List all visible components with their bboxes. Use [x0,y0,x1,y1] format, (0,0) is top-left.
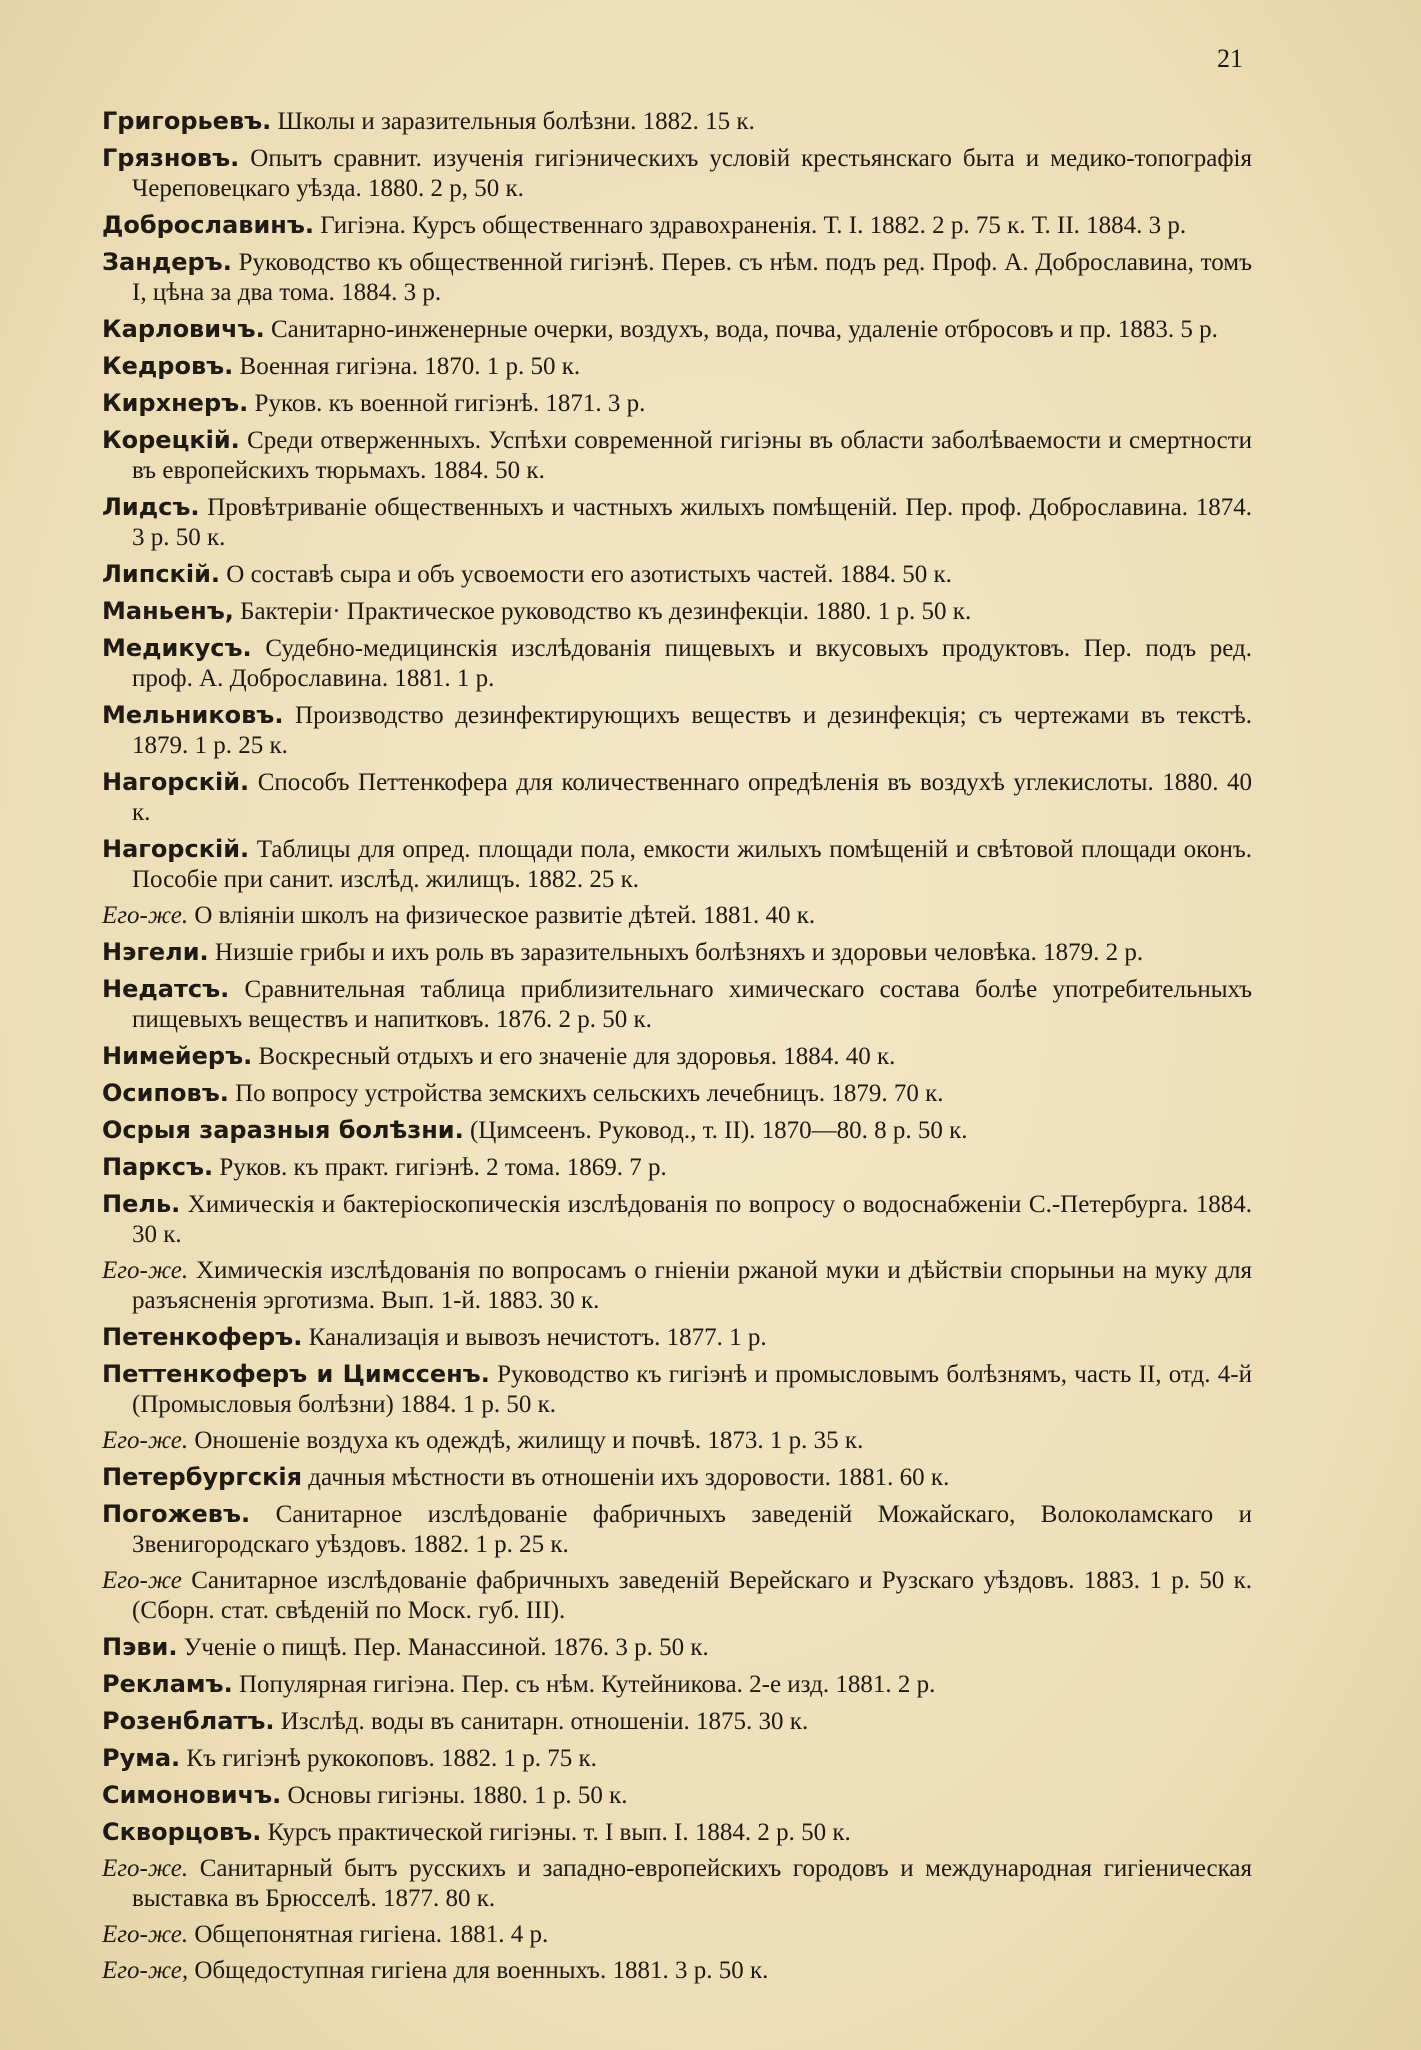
entry-author: Липскій. [102,560,221,588]
entry-author: Кедровъ. [102,352,234,380]
entry-author: Погожевъ. [102,1500,251,1528]
bibliography-entry [102,1817,1252,1848]
entry-author: Нимейеръ. [102,1042,253,1070]
bibliography-entry [102,596,1252,627]
entry-text: Сравнительная таблица приблизительнаго химическаго состава болѣе употребительныхъ пищевыхъ веществъ и напитковъ. 1876. 2 р. 50 к. [132,976,1253,1033]
entry-text: Провѣтриваніе общественныхъ и частныхъ жилыхъ помѣщеній. Пер. проф. Доброславина. 1874. 3 р. 50 к. [132,494,1252,551]
bibliography-entry [102,314,1252,345]
bibliography-entry [102,901,1252,931]
entry-author: Его-же. [102,902,189,929]
entry-author: Григорьевъ. [102,107,272,135]
entry-author: Пэви. [102,1633,178,1661]
entry-author: Корецкій. [102,426,240,454]
entry-author: Кирхнеръ. [102,389,249,417]
entry-author: Скворцовъ. [102,1818,262,1846]
entry-author: Парксъ. [102,1153,214,1181]
entry-text: Бактеріи· Практическое руководство къ дезинфекціи. 1880. 1 р. 50 к. [240,598,972,625]
bibliography-entry [102,1669,1252,1700]
bibliography-entry [102,492,1252,553]
bibliography-entry [102,1189,1252,1250]
entry-text: Воскресный отдыхъ и его значеніе для здоровья. 1884. 40 к. [258,1043,896,1070]
entry-author: Его-же. [102,1855,189,1882]
bibliography-entry [102,633,1252,694]
bibliography-entry [102,1041,1252,1072]
bibliography-entry [102,425,1252,486]
bibliography-entry [102,1462,1252,1493]
entry-author: Маньенъ, [102,597,234,625]
entry-text: Низшіе грибы и ихъ роль въ заразительныхъ болѣзняхъ и здоровьи человѣка. 1879. 2 р. [214,939,1144,966]
bibliography-entry [102,351,1252,382]
bibliography-entry [102,1152,1252,1183]
page-number: 21 [1217,44,1243,73]
entry-text: Канализація и вывозъ нечистотъ. 1877. 1 р. [308,1324,767,1351]
entry-author: Осрыя заразныя болѣзни. [102,1116,464,1144]
bibliography-entry [102,210,1252,241]
bibliography-entry [102,247,1252,308]
entry-text: Къ гигіэнѣ рукокоповъ. 1882. 1 р. 75 к. [186,1745,597,1772]
entry-text: Руководство къ общественной гигіэнѣ. Перев. съ нѣм. подъ ред. Проф. А. Доброславина, томъ I, цѣна за два тома. 1884. 3 р. [132,249,1252,306]
entry-author: Мельниковъ. [102,701,284,729]
entry-text: О составѣ сыра и объ усвоемости его азотистыхъ частей. 1884. 50 к. [226,561,952,588]
entry-text: Санитарно-инженерные очерки, воздухъ, вода, почва, удаленіе отбросовъ и пр. 1883. 5 р. [270,316,1218,343]
bibliography-entry [102,143,1252,204]
entry-author: Нэгели. [102,938,209,966]
bibliography-entry [102,1854,1252,1914]
entry-author: Рекламъ. [102,1670,233,1698]
bibliography-entry [102,1256,1252,1316]
entry-author: Его-же. [102,1427,189,1454]
bibliography-entry [102,1359,1252,1420]
entry-text: Среди отверженныхъ. Успѣхи современной гигіэны въ области заболѣваемости и смертности въ европейскихъ тюрьмахъ. 1884. 50 к. [132,427,1252,484]
entry-author: Петтенкоферъ и Цимссенъ. [102,1360,490,1388]
bibliography-list [102,106,1252,1992]
entry-text: Опытъ сравнит. изученія гигіэническихъ условій крестьянскаго быта и медико-топографія Череповецкаго уѣзда. 1880. 2 р, 50 к. [132,145,1252,202]
entry-author: Его-же [102,1567,182,1594]
bibliography-entry [102,1115,1252,1146]
bibliography-entry [102,937,1252,968]
entry-author: Пель. [102,1190,181,1218]
entry-text: Основы гигіэны. 1880. 1 р. 50 к. [287,1782,628,1809]
entry-author: Нагорскій. [102,768,250,796]
entry-text: Оношеніе воздуха къ одеждѣ, жилищу и почвѣ. 1873. 1 р. 35 к. [194,1427,864,1454]
entry-text: Общедоступная гигіена для военныхъ. 1881. 3 р. 50 к. [194,1957,769,1984]
bibliography-entry [102,1426,1252,1456]
entry-text: дачныя мѣстности въ отношеніи ихъ здоровости. 1881. 60 к. [308,1464,950,1491]
entry-author: Лидсъ. [102,493,200,521]
entry-text: Ученіе о пищѣ. Пер. Манассиной. 1876. 3 р. 50 к. [183,1634,709,1661]
bibliography-entry [102,106,1252,137]
entry-author: Петенкоферъ. [102,1323,303,1351]
bibliography-entry [102,1078,1252,1109]
entry-author: Медикусъ. [102,634,252,662]
entry-author: Недатсъ. [102,975,230,1003]
bibliography-entry [102,388,1252,419]
entry-text: Способъ Петтенкофера для количественнаго опредѣленія въ воздухѣ углекислоты. 1880. 40 к. [132,769,1252,826]
entry-author: Его-же. [102,1257,189,1284]
entry-text: Санитарное изслѣдованіе фабричныхъ заведеній Можайскаго, Волоколамскаго и Звенигородскаго уѣздовъ. 1882. 1 р. 25 к. [132,1501,1253,1558]
entry-text: Военная гигіэна. 1870. 1 р. 50 к. [239,353,581,380]
entry-author: Симоновичъ. [102,1781,282,1809]
entry-text: Химическія изслѣдованія по вопросамъ о гніеніи ржаной муки и дѣйствіи спорыньи на муку для разъясненія эрготизма. Вып. 1-й. 1883. 30 к. [132,1257,1253,1314]
entry-text: Руководство къ гигіэнѣ и промысловымъ болѣзнямъ, часть II, отд. 4-й (Промысловыя болѣзни) 1884. 1 р. 50 к. [132,1361,1252,1418]
bibliography-entry [102,559,1252,590]
entry-author: Петербургскія [102,1463,303,1491]
entry-text: Популярная гигіэна. Пер. съ нѣм. Кутейникова. 2-е изд. 1881. 2 р. [238,1671,936,1698]
entry-author: Доброславинъ. [102,211,315,239]
entry-text: Курсъ практической гигіэны. т. I вып. I. 1884. 2 р. 50 к. [267,1819,851,1846]
bibliography-entry [102,700,1252,761]
bibliography-entry [102,1706,1252,1737]
entry-text: (Цимсеенъ. Руковод., т. II). 1870—80. 8 р. 50 к. [469,1117,968,1144]
entry-text: Санитарное изслѣдованіе фабричныхъ заведеній Верейскаго и Рузскаго уѣздовъ. 1883. 1 р. 50 к. (Сборн. стат. свѣденій по Моск. губ. III). [132,1567,1253,1624]
entry-text: Таблицы для опред. площади пола, емкости жилыхъ помѣщеній и свѣтовой площади оконъ. Пособіе при санит. изслѣд. жилищъ. 1882. 25 к. [132,836,1253,893]
entry-text: Санитарный бытъ русскихъ и западно-европейскихъ городовъ и международная гигіеническая выставка въ Брюсселѣ. 1877. 80 к. [132,1855,1253,1912]
entry-text: Судебно-медицинскія изслѣдованія пищевыхъ и вкусовыхъ продуктовъ. Пер. подъ ред. проф. А. Доброславина. 1881. 1 р. [132,635,1253,692]
entry-text: Общепонятная гигіена. 1881. 4 р. [194,1921,549,1948]
entry-author: Карловичъ. [102,315,265,343]
entry-text: Руков. къ практ. гигіэнѣ. 2 тома. 1869. 7 р. [219,1154,667,1181]
entry-author: Грязновъ. [102,144,240,172]
entry-text: Школы и заразительныя болѣзни. 1882. 15 к. [277,108,755,135]
bibliography-entry [102,1780,1252,1811]
entry-author: Осиповъ. [102,1079,229,1107]
bibliography-entry [102,1956,1252,1986]
entry-text: Гигіэна. Курсъ общественнаго здравохраненія. Т. I. 1882. 2 р. 75 к. Т. II. 1884. 3 р. [320,212,1187,239]
bibliography-entry [102,1632,1252,1663]
bibliography-entry [102,767,1252,828]
entry-text: По вопросу устройства земскихъ сельскихъ лечебницъ. 1879. 70 к. [235,1080,944,1107]
entry-text: О вліяніи школъ на физическое развитіе дѣтей. 1881. 40 к. [194,902,816,929]
bibliography-entry [102,1499,1252,1560]
entry-author: Зандеръ. [102,248,232,276]
entry-author: Нагорскій. [102,835,250,863]
entry-text: Химическія и бактеріоскопическія изслѣдованія по вопросу о водоснабженіи С.-Петербурга. 1884. 30 к. [132,1191,1252,1248]
entry-author: Его-же. [102,1921,189,1948]
entry-text: Руков. къ военной гигіэнѣ. 1871. 3 р. [254,390,646,417]
bibliography-entry [102,1566,1252,1626]
entry-text: Производство дезинфектирующихъ веществъ и дезинфекція; съ чертежами въ текстѣ. 1879. 1 р. 25 к. [132,702,1252,759]
entry-author: Розенблатъ. [102,1707,275,1735]
bibliography-entry [102,1920,1252,1950]
entry-author: Рума. [102,1744,181,1772]
bibliography-entry [102,1322,1252,1353]
entry-text: Изслѣд. воды въ санитарн. отношеніи. 1875. 30 к. [280,1708,809,1735]
bibliography-entry [102,834,1252,895]
bibliography-entry [102,974,1252,1035]
bibliography-entry [102,1743,1252,1774]
entry-author: Его-же, [102,1957,189,1984]
